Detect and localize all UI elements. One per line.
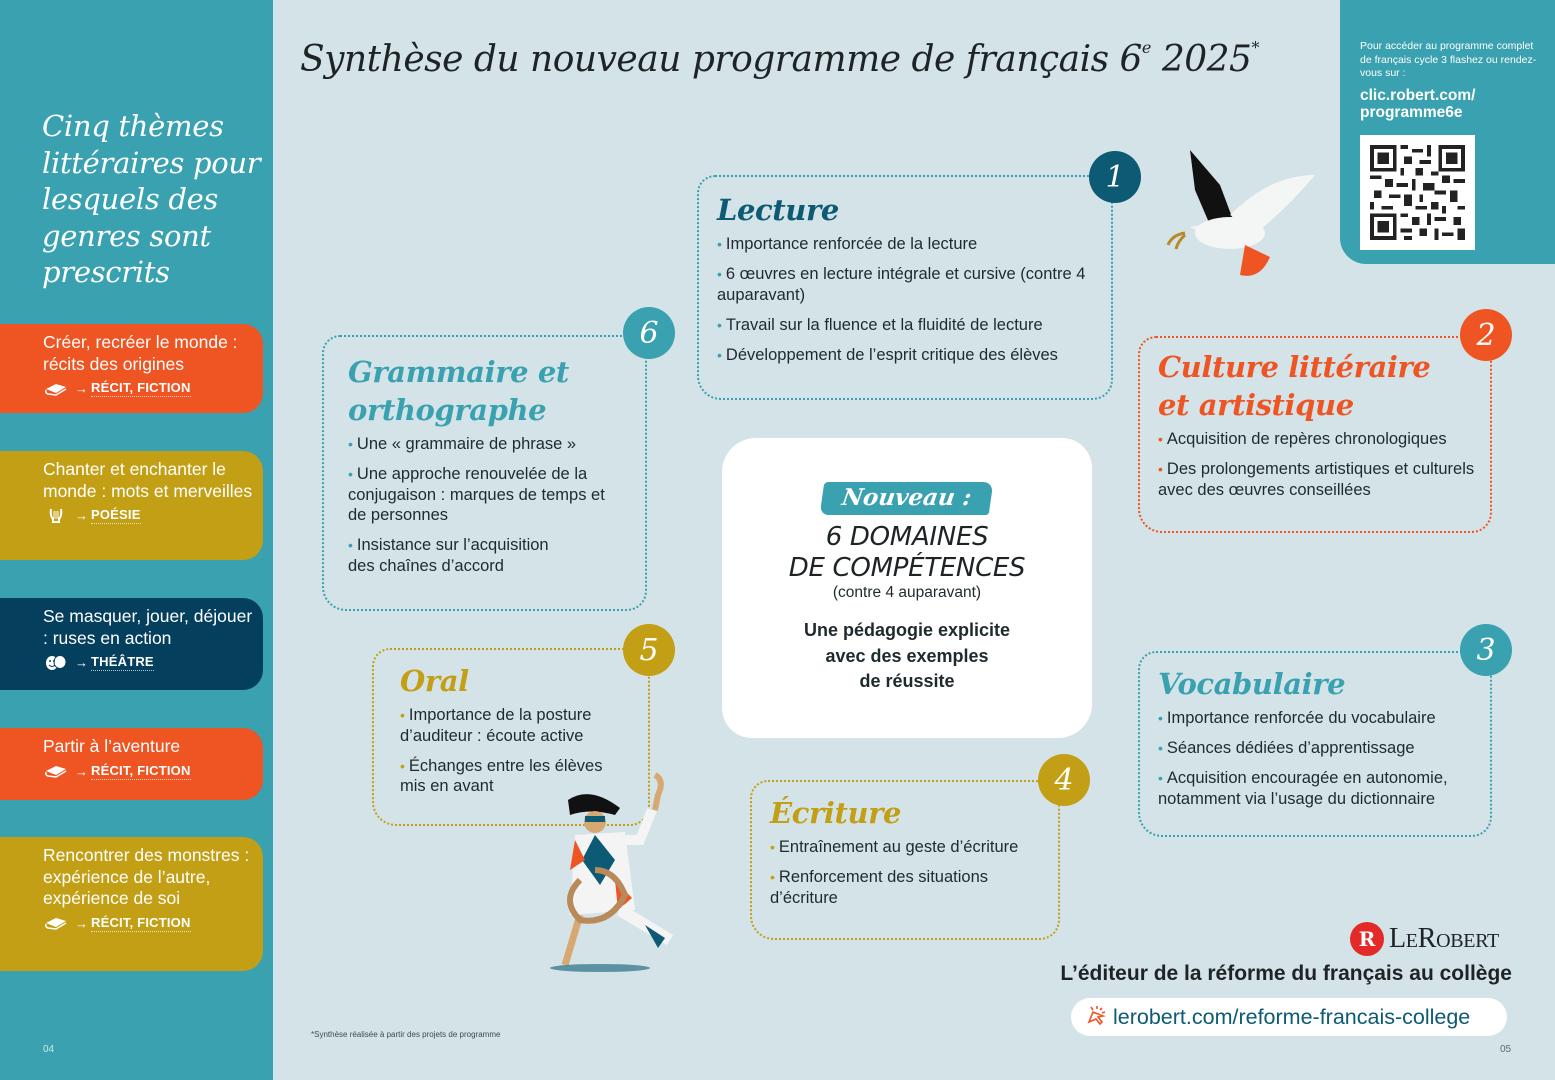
- theme-label: Créer, recréer le monde : récits des origines: [43, 332, 238, 374]
- genre-link[interactable]: RÉCIT, FICTION: [91, 762, 191, 778]
- theme-label: Partir à l’aventure: [43, 736, 181, 756]
- seagull-illustration: [1150, 145, 1330, 289]
- theme-genre: → POÉSIE: [43, 507, 253, 524]
- domain-title: Culture littéraire et artistique: [1158, 350, 1431, 422]
- qr-intro-text: Pour accéder au programme complet de français cycle 3 flashez ou rendez-vous sur :: [1360, 40, 1537, 79]
- theme-card-2: [0, 451, 263, 560]
- genre-link[interactable]: THÉÂTRE: [91, 654, 154, 669]
- qr-panel: [1340, 0, 1555, 264]
- theme-card-4: [0, 728, 263, 800]
- sidebar-title: Cinq thèmes littéraires pour lesquels des genres sont prescrits: [42, 109, 261, 289]
- headline-subline: (contre 4 auparavant): [832, 584, 982, 601]
- harlequin-illustration: [540, 770, 690, 979]
- theme-card-3: [0, 598, 263, 690]
- le-robert-logo: [1350, 922, 1499, 956]
- footnote: *Synthèse réalisée à partir des projets de programme: [311, 1030, 501, 1039]
- domain-items: [348, 434, 645, 576]
- domain-item: • Échanges entre les élèves mis en avant: [400, 756, 603, 795]
- domain-item: • Une « grammaire de phrase »: [348, 435, 577, 453]
- theme-genre: → THÉÂTRE: [43, 654, 253, 671]
- domain-number-6: 6: [623, 307, 675, 359]
- theme-label: Chanter et enchanter le monde : mots et merveilles: [43, 459, 253, 501]
- publisher-tagline: L’éditeur de la réforme du français au collège: [1060, 962, 1512, 985]
- theme-label: Se masquer, jouer, déjouer : ruses en action: [43, 606, 253, 648]
- page-title: Synthèse du nouveau programme de français 6e 2025*: [300, 38, 1259, 80]
- domain-title: Grammaire et orthographe: [348, 355, 569, 427]
- lyre-icon: [43, 508, 69, 524]
- pedagogy-text: Une pédagogie explicite avec des exemples de réussite: [803, 620, 1011, 691]
- domain-card-vocabulaire: [1138, 651, 1492, 837]
- domain-item: • Importance renforcée du vocabulaire: [1158, 709, 1436, 727]
- page-number-right: 05: [1500, 1044, 1512, 1055]
- genre-link[interactable]: RÉCIT, FICTION: [91, 380, 191, 395]
- domain-item: • Acquisition encouragée en autonomie, notamment via l’usage du dictionnaire: [1158, 769, 1448, 808]
- domain-item: • Insistance sur l’acquisition des chaînes d’accord: [348, 536, 549, 575]
- domain-item: • Acquisition de repères chronologiques: [1158, 430, 1447, 448]
- domain-item: • Renforcement des situations d’écriture: [770, 868, 989, 907]
- domain-item: • Développement de l’esprit critique des élèves: [717, 345, 1058, 364]
- domain-item: • 6 œuvres en lecture intégrale et cursive (contre 4 auparavant): [717, 265, 1086, 304]
- domain-card-ecriture: [750, 780, 1060, 940]
- theme-genre: → RÉCIT, FICTION: [43, 380, 253, 397]
- domain-number-2: 2: [1460, 309, 1512, 361]
- domain-items: [1158, 429, 1490, 500]
- headline: 6 DOMAINES DE COMPÉTENCES: [788, 522, 1026, 583]
- domain-title: Oral: [400, 664, 469, 698]
- genre-link[interactable]: RÉCIT, FICTION: [91, 914, 191, 930]
- click-cursor-icon: [1085, 1004, 1107, 1031]
- domain-card-culture: [1138, 336, 1492, 533]
- domain-items: [770, 837, 1058, 908]
- domain-item: • Une approche renouvelée de la conjugaison : marques de temps et de personnes: [348, 465, 605, 524]
- book-icon: [43, 381, 69, 397]
- domain-item: • Travail sur la fluence et la fluidité de lecture: [717, 315, 1043, 334]
- domain-card-lecture: [697, 175, 1113, 400]
- program-link[interactable]: clic.robert.com/ programme6e: [1360, 86, 1476, 121]
- theme-card-1: [0, 324, 263, 413]
- page-number-left: 04: [43, 1044, 55, 1055]
- new-badge: Nouveau :: [820, 482, 994, 515]
- domain-number-4: 4: [1038, 754, 1090, 806]
- domain-items: [1158, 708, 1490, 809]
- domain-item: • Séances dédiées d’apprentissage: [1158, 739, 1415, 757]
- center-highlight: [722, 438, 1092, 738]
- reform-url-text[interactable]: lerobert.com/reforme-francais-college: [1113, 1004, 1471, 1029]
- qr-code[interactable]: [1360, 135, 1475, 250]
- book-icon: [43, 915, 69, 931]
- domain-item: • Importance renforcée de la lecture: [717, 235, 978, 253]
- robert-wordmark: LeRobert: [1389, 923, 1499, 954]
- theme-genre: → RÉCIT, FICTION: [43, 915, 253, 932]
- domain-item: • Entraînement au geste d’écriture: [770, 838, 1019, 856]
- domain-item: • Importance de la posture d’auditeur : écoute active: [400, 706, 592, 745]
- domain-title: Écriture: [770, 796, 902, 830]
- domain-number-3: 3: [1460, 624, 1512, 676]
- theme-label: Rencontrer des monstres : expérience de l’autre, expérience de soi: [43, 845, 250, 908]
- theme-card-5: [0, 837, 263, 971]
- theme-genre: → RÉCIT, FICTION: [43, 763, 253, 780]
- domain-title: Vocabulaire: [1158, 667, 1346, 701]
- reform-url-button[interactable]: [1071, 998, 1507, 1036]
- book-icon: [43, 763, 69, 779]
- domain-number-5: 5: [623, 624, 675, 676]
- robert-r-icon: R: [1350, 922, 1384, 956]
- theater-masks-icon: [43, 655, 69, 671]
- genre-link[interactable]: POÉSIE: [91, 507, 141, 522]
- domain-card-grammaire: [322, 335, 647, 611]
- domain-title: Lecture: [717, 193, 839, 227]
- domain-items: [717, 234, 1111, 365]
- domain-number-1: 1: [1089, 151, 1141, 203]
- themes-sidebar: [0, 0, 273, 1080]
- domain-item: • Des prolongements artistiques et culturels avec des œuvres conseillées: [1158, 460, 1475, 499]
